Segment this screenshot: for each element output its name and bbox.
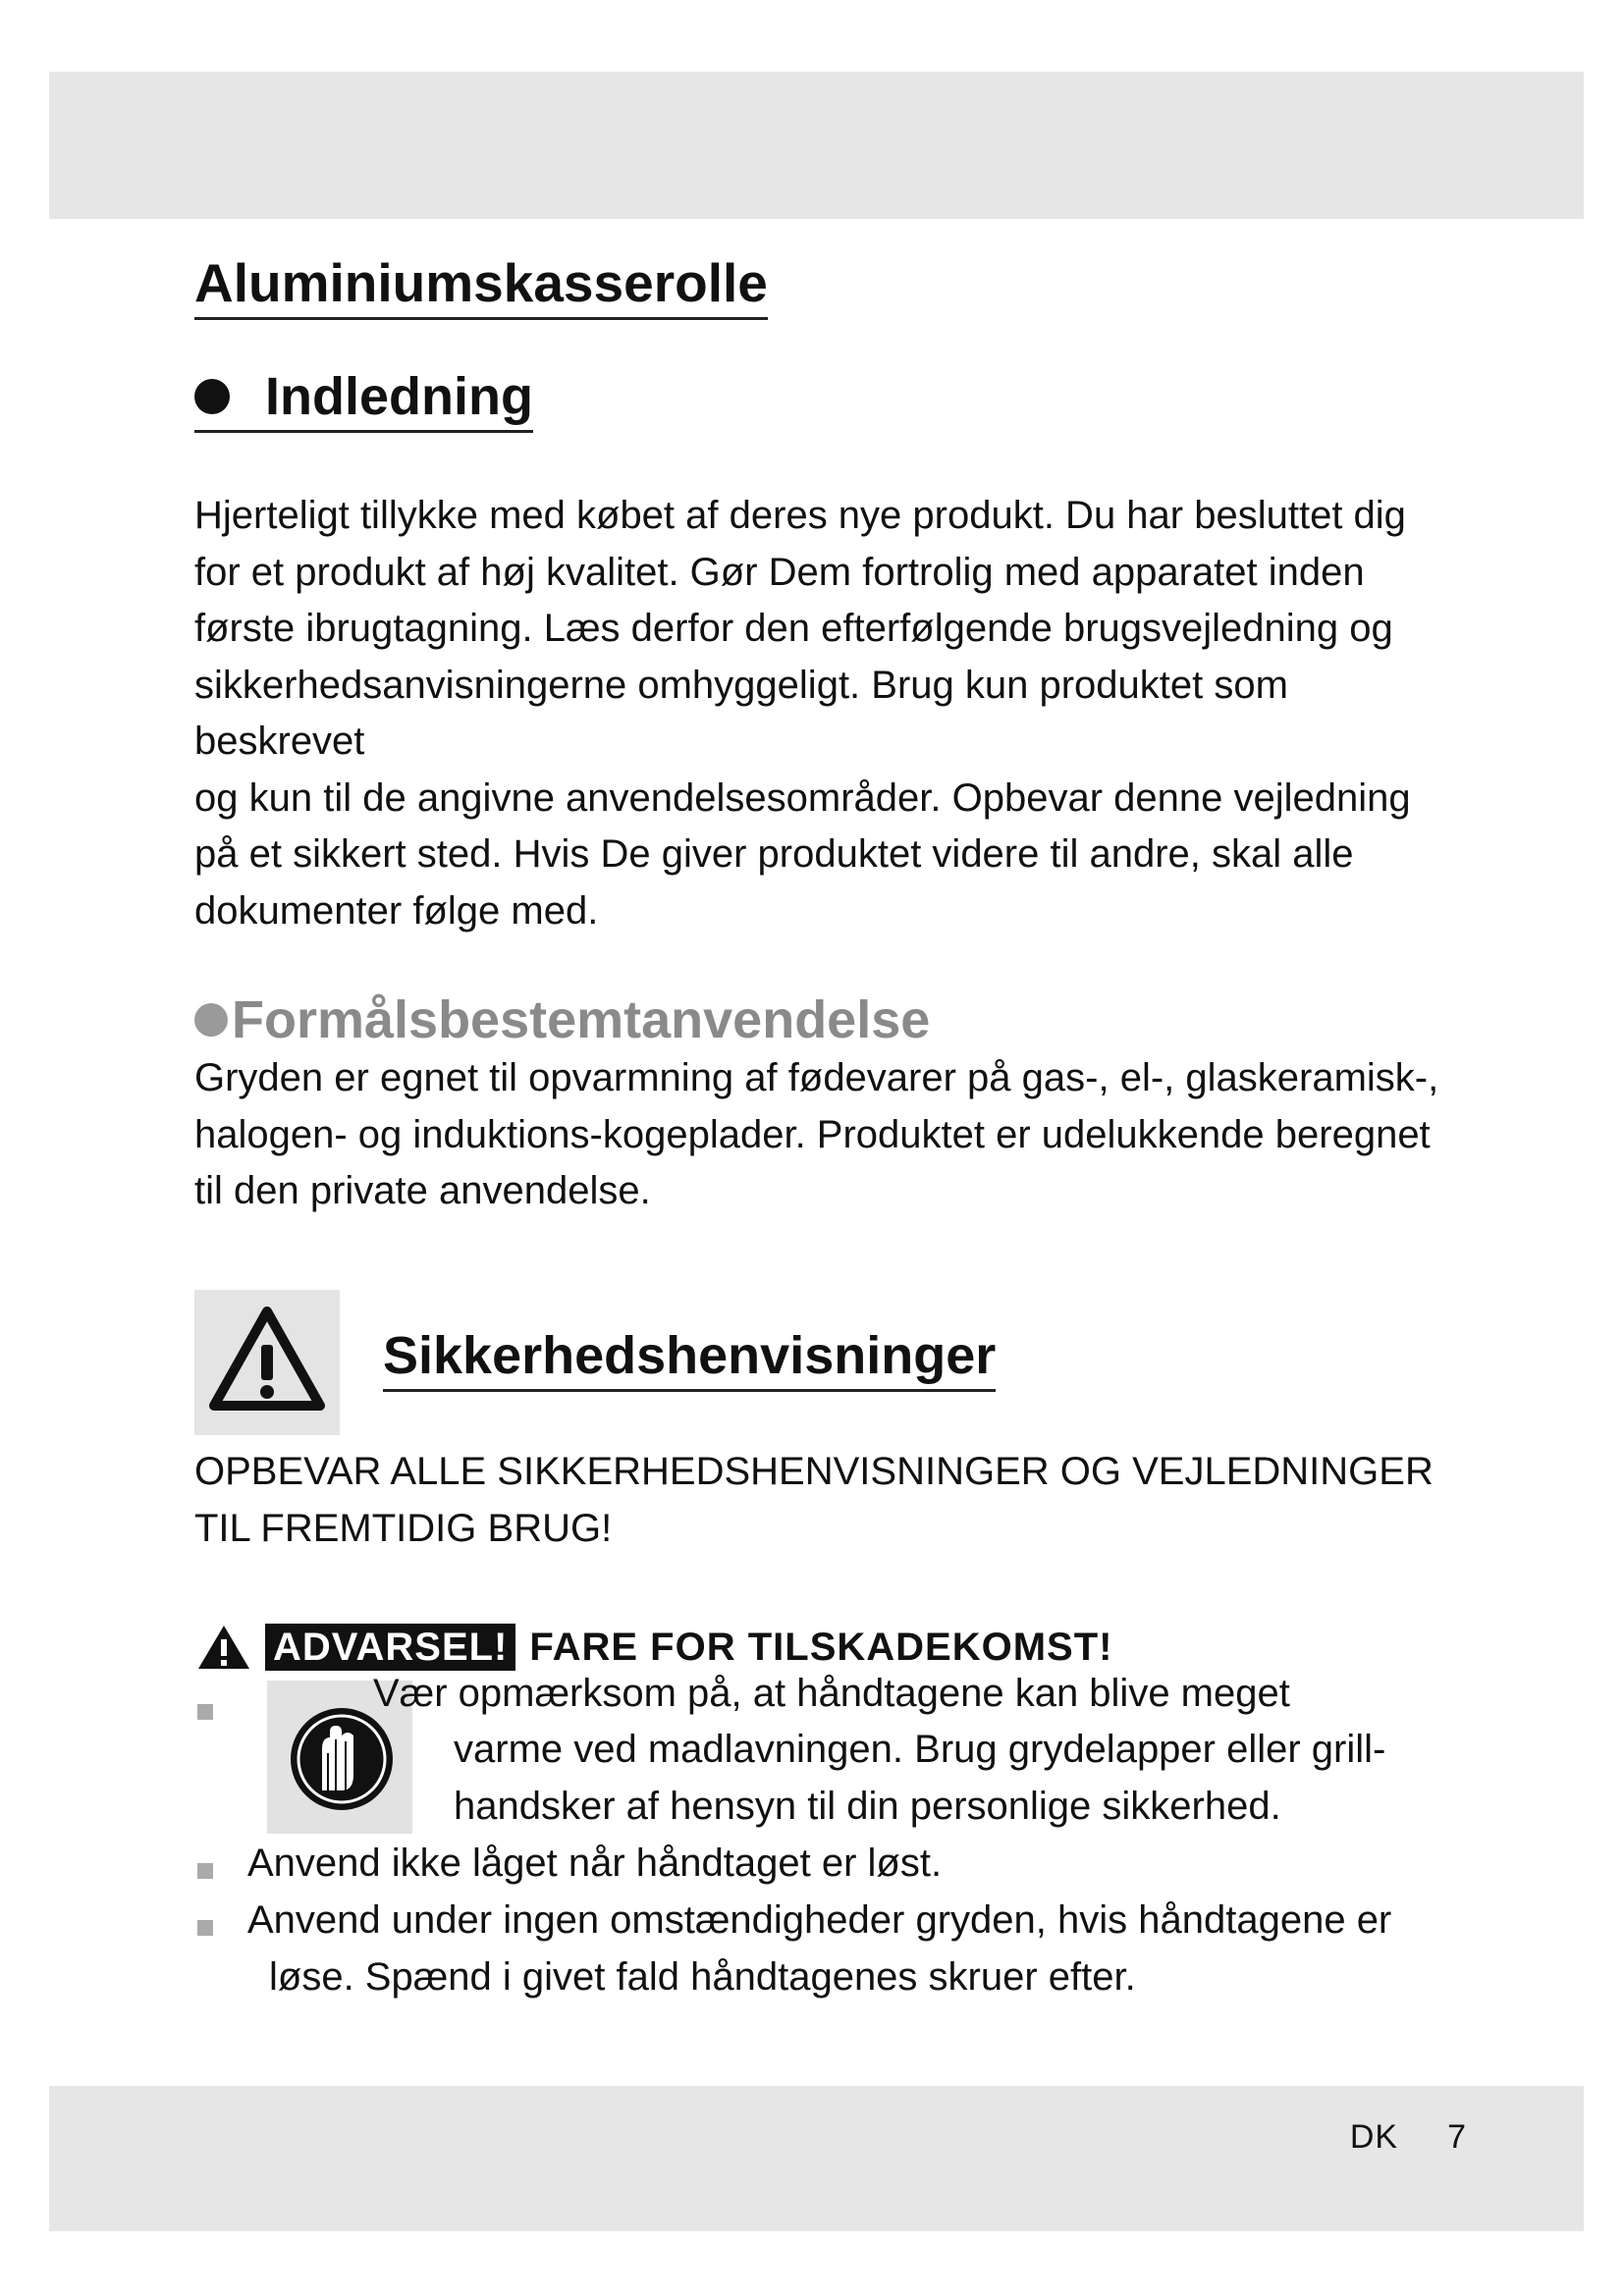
intro-line: dokumenter følge med.: [194, 888, 599, 933]
intro-heading: [194, 368, 533, 433]
purpose-heading: [194, 991, 930, 1049]
list-item: [373, 1666, 1290, 1723]
intro-line: Hjerteligt tillykke med købet af deres nye produkt. Du har besluttet dig: [194, 494, 1406, 537]
purpose-line: til den private anvendelse.: [194, 1169, 651, 1212]
intro-paragraph: [194, 488, 1461, 939]
list-bullet-icon: [197, 1704, 213, 1720]
list-bullet-icon: [197, 1863, 213, 1879]
warning-text: FARE FOR TILSKADEKOMST!: [529, 1625, 1113, 1669]
intro-line: på et sikkert sted. Hvis De giver produktet videre til andre, skal alle: [194, 832, 1354, 876]
intro-line: og kun til de angivne anvendelsesområder. Opbevar denne vejledning: [194, 775, 1411, 820]
list-item-line: Anvend ikke låget når håndtaget er løst.: [247, 1842, 943, 1885]
heading-bullet-icon: [194, 1003, 228, 1037]
safety-notice-line: OPBEVAR ALLE SIKKERHEDSHENVISNINGER OG VEJLEDNINGER: [194, 1450, 1434, 1493]
safety-notice-line: TIL FREMTIDIG BRUG!: [194, 1507, 613, 1550]
intro-heading-text: Indledning: [265, 367, 533, 426]
header-band: [49, 72, 1584, 219]
purpose-line: halogen- og induktions-kogeplader. Produktet er udelukkende beregnet: [194, 1112, 1431, 1156]
list-bullet-icon: [197, 1920, 213, 1936]
heading-bullet-icon: [194, 379, 230, 414]
footer-band: [49, 2086, 1584, 2231]
safety-heading: Sikkerhedshenvisninger: [383, 1327, 996, 1392]
purpose-line: Gryden er egnet til opvarmning af fødevarer på gas-, el-, glaskeramisk-,: [194, 1056, 1439, 1099]
intro-line: sikkerhedsanvisningerne omhyggeligt. Brug kun produktet som beskrevet: [194, 663, 1288, 763]
warning-badge: ADVARSEL!: [265, 1624, 515, 1671]
intro-line: for et produkt af høj kvalitet. Gør Dem fortrolig med apparatet inden: [194, 550, 1365, 594]
list-item-line: Anvend under ingen omstændigheder gryden, hvis håndtagene er: [247, 1898, 1392, 1942]
warning-triangle-icon: [194, 1290, 340, 1435]
list-item-line: varme ved madlavningen. Brug grydelapper eller grill-: [454, 1728, 1386, 1771]
list-item-line: løse. Spænd i givet fald håndtagenes skruer efter.: [269, 1954, 1136, 1999]
page-title: Aluminiumskasserolle: [194, 253, 768, 320]
safety-notice: [194, 1443, 1471, 1557]
list-item: [247, 1836, 942, 1893]
list-item-line: handsker af hensyn til din personlige sikkerhed.: [454, 1784, 1281, 1828]
list-item-line: Vær opmærksom på, at håndtagene kan blive meget: [373, 1672, 1290, 1715]
purpose-heading-text: Formålsbestemtanvendelse: [232, 990, 931, 1049]
page-number: 7: [1447, 2118, 1467, 2156]
footer-language: DK: [1349, 2118, 1399, 2156]
list-item: [247, 1893, 1391, 2005]
intro-line: første ibrugtagning. Læs derfor den efterfølgende brugsvejledning og: [194, 607, 1393, 650]
purpose-paragraph: [194, 1050, 1461, 1220]
page-footer: [1350, 2118, 1467, 2157]
list-item-continued: [454, 1722, 1385, 1835]
warning-small-icon: [196, 1624, 251, 1671]
